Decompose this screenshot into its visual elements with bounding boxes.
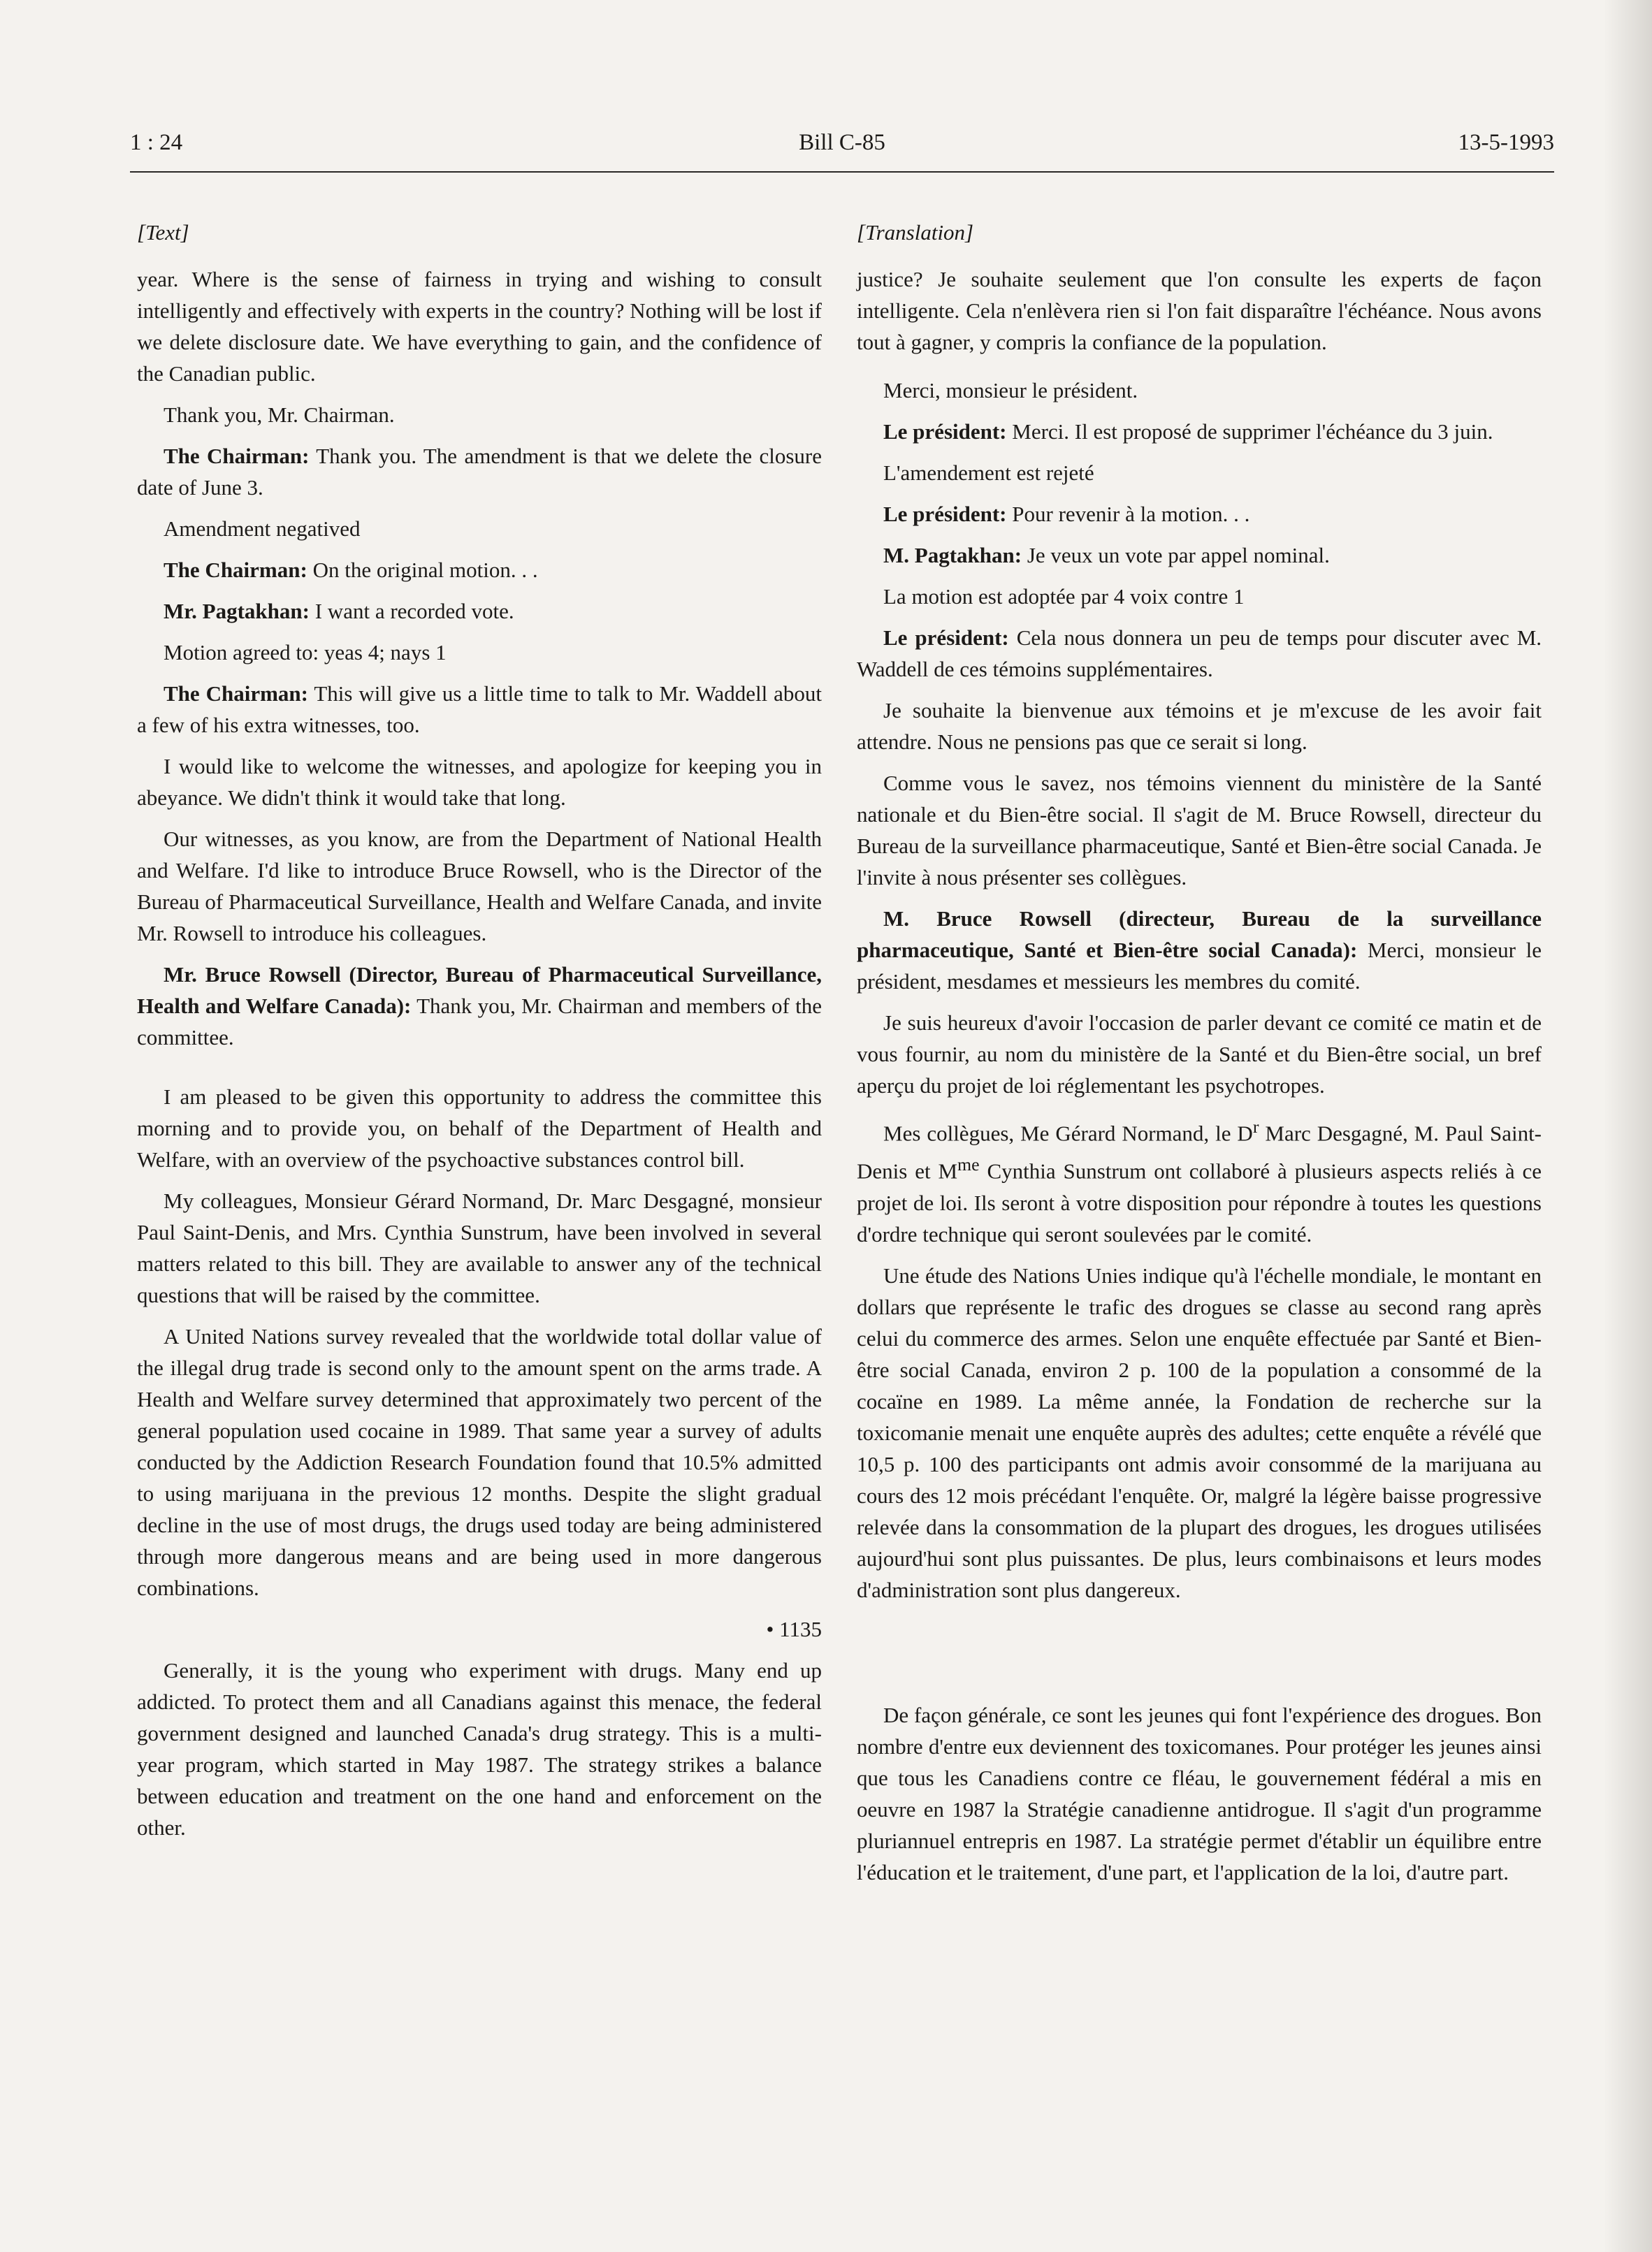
paragraph: Our witnesses, as you know, are from the Department of National Health and Welfare. I'd like to introduce Bruce Rowsell, who is the Director of the Bureau of Pharmaceutical Surveillance, Health and Welfare Canada, and invite Mr. Rowsell to introduce his colleagues. bbox=[137, 827, 822, 945]
paragraph bbox=[137, 554, 822, 586]
paragraph bbox=[137, 959, 822, 1053]
paragraph: De façon générale, ce sont les jeunes qui font l'expérience des drogues. Bon nombre d'entre eux deviennent des toxicomanes. Pour protéger les jeunes ainsi que tous les Canadiens contre ce fléau, le gouvernement fédéral a mis en oeuvre en 1987 la Stratégie canadienne antidrogue. Il s'agit d'un programme pluriannuel entrepris en 1987. La stratégie permet d'établir un équilibre entre l'éducation et le traitement, d'une part, et l'application de la loi, d'autre part. bbox=[857, 1702, 1542, 1884]
paragraph: La motion est adoptée par 4 voix contre 1 bbox=[883, 584, 1245, 609]
paragraph: Merci, monsieur le président. bbox=[883, 378, 1138, 402]
paragraph bbox=[857, 416, 1542, 447]
speech: On the original motion. . . bbox=[307, 558, 538, 582]
speech: Merci. Il est proposé de supprimer l'échéance du 3 juin. bbox=[1006, 419, 1493, 444]
speaker: The Chairman: bbox=[164, 558, 307, 582]
paragraph: Amendment negatived bbox=[164, 516, 361, 541]
paragraph: Generally, it is the young who experiment with drugs. Many end up addicted. To protect them and all Canadians against this menace, the federal government designed and launched Canada's drug strategy. This is a multi-year program, which started in May 1987. The strategy strikes a balance between education and treatment on the one hand and enforcement on the other. bbox=[137, 1658, 822, 1840]
speech: Cela nous donnera un peu de temps pour discuter avec M. Waddell de ces témoins supplémentaires. bbox=[857, 625, 1542, 681]
speech: Merci, monsieur le président, mesdames et messieurs les membres du comité. bbox=[857, 938, 1542, 994]
speaker: M. Pagtakhan: bbox=[883, 543, 1022, 567]
translation-label: [Translation] bbox=[857, 220, 974, 245]
header-rule bbox=[130, 171, 1554, 173]
paragraph bbox=[857, 498, 1542, 530]
paragraph: L'amendement est rejeté bbox=[883, 460, 1094, 485]
speaker: M. Bruce Rowsell (directeur, Bureau de la surveillance pharmaceutique, Santé et Bien-être social Canada): bbox=[857, 906, 1542, 962]
speaker: Mr. Bruce Rowsell (Director, Bureau of Pharmaceutical Surveillance, Health and Welfare Canada): bbox=[137, 962, 822, 1018]
paragraph bbox=[857, 903, 1542, 997]
speaker: Le président: bbox=[883, 419, 1007, 444]
speech: Thank you. The amendment is that we delete the closure date of June 3. bbox=[137, 444, 822, 500]
text-label: [Text] bbox=[137, 220, 189, 245]
speech: I want a recorded vote. bbox=[309, 599, 514, 623]
paragraph bbox=[137, 440, 822, 503]
time-marker: • 1135 bbox=[766, 1617, 822, 1641]
paragraph: Je souhaite la bienvenue aux témoins et je m'excuse de les avoir fait attendre. Nous ne pensions pas que ce serait si long. bbox=[857, 698, 1542, 754]
paragraph: I would like to welcome the witnesses, and apologize for keeping you in abeyance. We didn't think it would take that long. bbox=[137, 754, 822, 810]
paragraph bbox=[857, 1111, 1542, 1250]
speaker: Mr. Pagtakhan: bbox=[164, 599, 310, 623]
paragraph: A United Nations survey revealed that the worldwide total dollar value of the illegal drug trade is second only to the amount spent on the arms trade. A Health and Welfare survey determined that approximately two percent of the general population used cocaine in 1989. That same year a survey of adults conducted by the Addiction Research Foundation found that 10.5% admitted to using marijuana in the previous 12 months. Despite the slight gradual decline in the use of most drugs, the drugs used today are being administered through more dangerous means and are being used in more dangerous combinations. bbox=[137, 1324, 822, 1600]
paragraph: Une étude des Nations Unies indique qu'à l'échelle mondiale, le montant en dollars que représente le trafic des drogues se classe au second rang après celui du commerce des armes. Selon une enquête effectuée par Santé et Bien-être social Canada, environ 2 p. 100 de la population a consommé de la cocaïne en 1989. La même année, la Fondation de recherche sur la toxicomanie menait une enquête auprès des adultes; cette enquête a révélé que 10,5 p. 100 des participants ont admis avoir consommé de la marijuana au cours des 12 mois précédant l'enquête. Or, malgré la légère baisse progressive relevée dans la consommation de la plupart des drogues, les drogues utilisées aujourd'hui sont plus puissantes. De plus, leurs combinaisons et leurs modes d'administration sont plus dangereux. bbox=[857, 1263, 1542, 1602]
header-date: 13-5-1993 bbox=[1458, 130, 1554, 155]
paragraph: justice? Je souhaite seulement que l'on consulte les experts de façon intelligente. Cela n'enlèvera rien si l'on fait disparaître l'échéance. Nous avons tout à gagner, y compris la confiance de la population. bbox=[857, 267, 1542, 354]
speaker: Le président: bbox=[883, 625, 1009, 650]
speech: Pour revenir à la motion. . . bbox=[1006, 502, 1250, 526]
paragraph: Comme vous le savez, nos témoins viennent du ministère de la Santé nationale et du Bien-être social. Il s'agit de M. Bruce Rowsell, directeur du Bureau de la surveillance pharmaceutique, Santé et Bien-être social Canada. Je l'invite à nous présenter ses collègues. bbox=[857, 771, 1542, 889]
paragraph bbox=[137, 678, 822, 741]
page-number: 1 : 24 bbox=[130, 130, 183, 155]
paragraph: Motion agreed to: yeas 4; nays 1 bbox=[164, 640, 447, 664]
speech: Marc Desgagné, M. Paul Saint-Denis et M bbox=[857, 1121, 1542, 1184]
paragraph bbox=[857, 622, 1542, 685]
speech: Mes collègues, Me Gérard Normand, le D bbox=[883, 1121, 1253, 1146]
paragraph: Je suis heureux d'avoir l'occasion de parler devant ce comité ce matin et de vous fournir, au nom du ministère de la Santé et du Bien-être social, un bref aperçu du projet de loi réglementant les psychotropes. bbox=[857, 1010, 1542, 1098]
french-column bbox=[857, 217, 1542, 1898]
english-column bbox=[137, 217, 822, 1853]
paragraph bbox=[857, 539, 1542, 571]
paragraph: My colleagues, Monsieur Gérard Normand, Dr. Marc Desgagné, monsieur Paul Saint-Denis, and Mrs. Cynthia Sunstrum, have been involved in several matters related to this bill. They are available to answer any of the technical questions that will be raised by the committee. bbox=[137, 1189, 822, 1307]
speaker: Le président: bbox=[883, 502, 1007, 526]
speech: This will give us a little time to talk to Mr. Waddell about a few of his extra witnesses, too. bbox=[137, 681, 822, 737]
paragraph: I am pleased to be given this opportunity to address the committee this morning and to provide you, on behalf of the Department of Health and Welfare, with an overview of the psychoactive substances control bill. bbox=[137, 1084, 822, 1172]
page-header bbox=[130, 130, 1554, 172]
speech: Je veux un vote par appel nominal. bbox=[1022, 543, 1330, 567]
bill-title: Bill C-85 bbox=[799, 130, 885, 155]
speaker: The Chairman: bbox=[164, 681, 308, 706]
paragraph: Thank you, Mr. Chairman. bbox=[164, 402, 395, 427]
superscript: me bbox=[957, 1154, 980, 1175]
paragraph: year. Where is the sense of fairness in trying and wishing to consult intelligently and effectively with experts in the country? Nothing will be lost if we delete disclosure date. We have everything to gain, and the confidence of the Canadian public. bbox=[137, 267, 822, 386]
speech: Thank you, Mr. Chairman and members of the committee. bbox=[137, 994, 822, 1049]
spacer bbox=[857, 1615, 1542, 1699]
paragraph bbox=[137, 595, 822, 627]
speaker: The Chairman: bbox=[164, 444, 310, 468]
superscript: r bbox=[1252, 1117, 1259, 1137]
page-edge-shadow bbox=[1603, 0, 1652, 2252]
speech: Cynthia Sunstrum ont collaboré à plusieurs aspects reliés à ce projet de loi. Ils seront à votre disposition pour répondre à toutes les questions d'ordre technique qui seront soulevées par le comité. bbox=[857, 1158, 1542, 1247]
